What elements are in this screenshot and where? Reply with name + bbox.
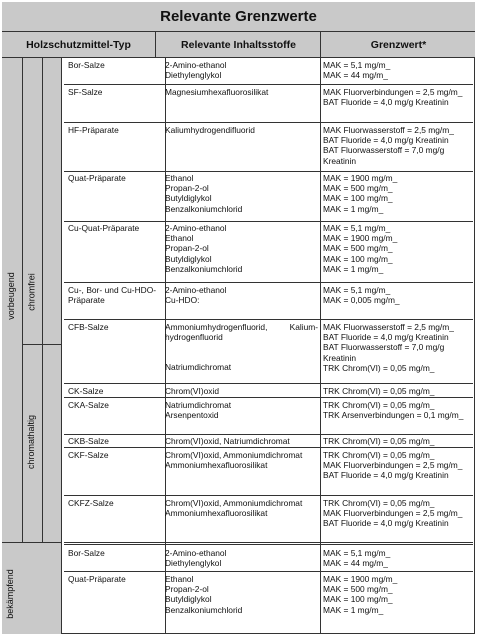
substances-cell: Chrom(VI)oxid, Natriumdichromat xyxy=(165,436,290,446)
type-cell: HF-Präparate xyxy=(68,125,119,135)
gutter-divider-inner xyxy=(42,58,43,543)
row-separator xyxy=(64,397,473,398)
table-header xyxy=(2,32,475,58)
limit-cell: TRK Chrom(VI) = 0,05 mg/m_ MAK Fluorverbindungen = 2,5 mg/m_ BAT Fluoride = 4,0 mg/g Kreatinin xyxy=(323,498,463,529)
header-limit: Grenzwert* xyxy=(320,32,476,58)
type-cell: Bor-Salze xyxy=(68,548,105,558)
row-separator xyxy=(64,571,473,572)
row-separator xyxy=(64,319,473,320)
row-separator xyxy=(64,122,473,123)
substances-cell: Natriumdichromat Arsenpentoxid xyxy=(165,400,232,421)
group-label-chromium-containing: chromathaltig xyxy=(26,414,36,470)
type-cell: Bor-Salze xyxy=(68,60,105,70)
row-separator xyxy=(64,434,473,435)
type-cell: CKA-Salze xyxy=(68,400,109,410)
type-cell: SF-Salze xyxy=(68,87,103,97)
substances-cell: 2-Amino-ethanol Ethanol Propan-2-ol Butyldiglykol Benzalkoniumchlorid xyxy=(165,223,243,274)
table-title: Relevante Grenzwerte xyxy=(2,2,475,32)
limit-cell: TRK Chrom(VI) = 0,05 mg/m_ xyxy=(323,386,435,396)
type-cell: Cu-Quat-Präparate xyxy=(68,223,140,233)
type-cell: CFB-Salze xyxy=(68,322,109,332)
row-separator xyxy=(64,282,473,283)
group-gutter xyxy=(2,58,62,634)
substances-cell: Kaliumhydrogendifluorid xyxy=(165,125,255,135)
type-cell: CK-Salze xyxy=(68,386,104,396)
substances-cell: 2-Amino-ethanol Diethylenglykol xyxy=(165,548,227,569)
limit-cell: MAK = 5,1 mg/m_ MAK = 44 mg/m_ xyxy=(323,548,391,569)
substances-cell: Magnesiumhexafluorosilikat xyxy=(165,87,269,97)
type-cell: CKFZ-Salze xyxy=(68,498,114,508)
row-separator xyxy=(64,447,473,448)
limit-cell: MAK Fluorwasserstoff = 2,5 mg/m_ BAT Fluoride = 4,0 mg/g Kreatinin BAT Fluorwasserstoff = 7,0 mg/g Kreatinin TRK Chrom(VI) = 0,05 mg/m_ xyxy=(323,322,454,373)
substances-cell: Chrom(VI)oxid, Ammoniumdichromat Ammoniumhexafluorosilikat xyxy=(165,498,303,519)
substances-cell: Chrom(VI)oxid xyxy=(165,386,219,396)
gutter-divider-outer xyxy=(22,58,23,543)
limit-cell: MAK = 1900 mg/m_ MAK = 500 mg/m_ MAK = 100 mg/m_ MAK = 1 mg/m_ xyxy=(323,173,398,214)
row-separator xyxy=(64,221,473,222)
substances-cell: 2-Amino-ethanol Cu-HDO: xyxy=(165,285,227,306)
row-separator xyxy=(64,84,473,85)
row-separator xyxy=(64,495,473,496)
limit-cell: TRK Chrom(VI) = 0,05 mg/m_ xyxy=(323,436,435,446)
limit-cell: MAK Fluorverbindungen = 2,5 mg/m_ BAT Fluoride = 4,0 mg/g Kreatinin xyxy=(323,87,463,108)
type-cell: CKB-Salze xyxy=(68,436,109,446)
type-cell: Quat-Präparate xyxy=(68,173,126,183)
type-cell: Quat-Präparate xyxy=(68,574,126,584)
gutter-subgroup-separator xyxy=(22,344,62,345)
group-label-preventive: vorbeugend xyxy=(6,272,16,320)
header-type: Holzschutzmittel-Typ xyxy=(26,39,131,51)
substances-cell: Ammoniumhydrogenfluorid, Kalium-hydrogenfluorid Natriumdichromat xyxy=(165,322,318,373)
type-cell: Cu-, Bor- und Cu-HDO-Präparate xyxy=(68,285,156,306)
row-separator xyxy=(64,383,473,384)
limit-cell: MAK = 5,1 mg/m_ MAK = 1900 mg/m_ MAK = 500 mg/m_ MAK = 100 mg/m_ MAK = 1 mg/m_ xyxy=(323,223,398,274)
row-separator xyxy=(64,171,473,172)
limit-cell: MAK = 5,1 mg/m_ MAK = 0,005 mg/m_ xyxy=(323,285,400,306)
limit-cell: TRK Chrom(VI) = 0,05 mg/m_ TRK Arsenverbindungen = 0,1 mg/m_ xyxy=(323,400,464,421)
type-cell: CKF-Salze xyxy=(68,450,109,460)
substances-cell: Ethanol Propan-2-ol Butyldiglykol Benzalkoniumchlorid xyxy=(165,173,243,214)
substances-cell: Chrom(VI)oxid, Ammoniumdichromat Ammoniumhexafluorosilikat xyxy=(165,450,303,471)
group-label-chromium-free: chromfrei xyxy=(26,273,37,311)
limit-cell: TRK Chrom(VI) = 0,05 mg/m_ MAK Fluorverbindungen = 2,5 mg/m_ BAT Fluoride = 4,0 mg/g Kreatinin xyxy=(323,450,463,481)
header-substances: Relevante Inhaltsstoffe xyxy=(155,32,321,58)
limit-cell: MAK Fluorwasserstoff = 2,5 mg/m_ BAT Fluoride = 4,0 mg/g Kreatinin BAT Fluorwasserstoff = 7,0 mg/g Kreatinin xyxy=(323,125,454,166)
substances-cell: 2-Amino-ethanol Diethylenglykol xyxy=(165,60,227,81)
row-separator xyxy=(64,542,473,545)
group-label-combating: bekämpfend xyxy=(5,569,15,619)
limit-cell: MAK = 1900 mg/m_ MAK = 500 mg/m_ MAK = 100 mg/m_ MAK = 1 mg/m_ xyxy=(323,574,398,615)
substances-cell: Ethanol Propan-2-ol Butyldiglykol Benzalkoniumchlorid xyxy=(165,574,243,615)
limit-cell: MAK = 5,1 mg/m_ MAK = 44 mg/m_ xyxy=(323,60,391,81)
gutter-group-separator xyxy=(2,542,62,543)
